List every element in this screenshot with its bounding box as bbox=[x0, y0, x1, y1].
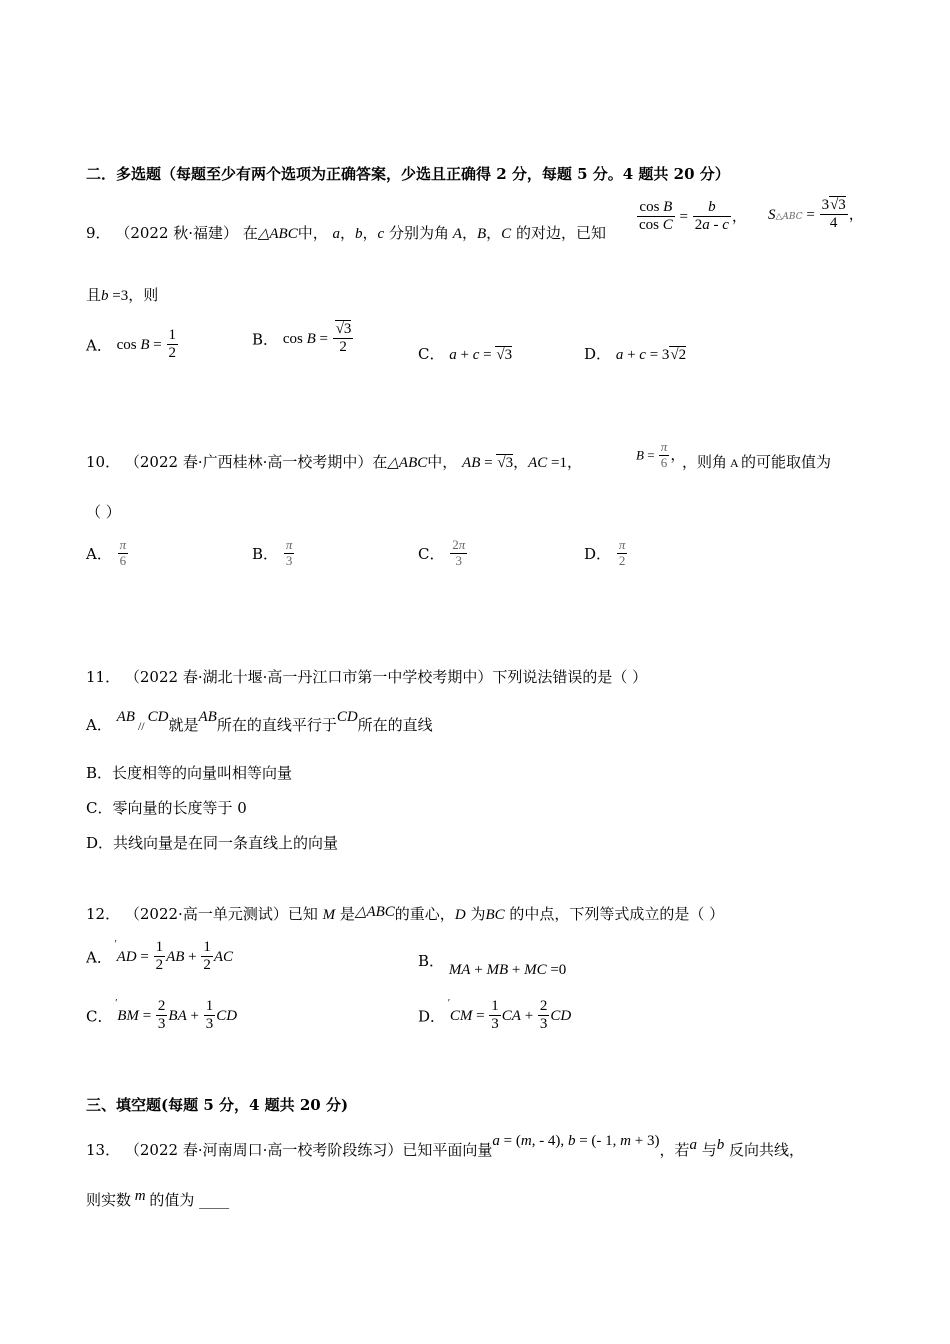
question-11: 11． （2022 春·湖北十堰·高一丹江口市第一中学校考期中）下列说法错误的是（ ） bbox=[86, 668, 648, 686]
question-number: 9． bbox=[86, 224, 111, 242]
q9-option-b[interactable]: B． cos B = $\frac{√3}{2}$ bbox=[252, 321, 352, 356]
q11-option-c[interactable]: C．零向量的长度等于 0 bbox=[86, 799, 247, 817]
question-10: 10． （2022 春·广西桂林·高一校考期中）在△ABC中， AB = √3，AC =1， bbox=[86, 453, 582, 471]
q9-option-d[interactable]: D． a + c = 3√2 bbox=[584, 345, 687, 363]
q9-option-c[interactable]: C． a + c = √3 bbox=[418, 345, 513, 363]
q10-option-c[interactable]: C． $\frac{2\pi}{3}$ bbox=[418, 537, 466, 568]
question-12: 12． （2022·高一单元测试）已知 M 是△ABC的重心，D 为BC 的中点，下列等式成立的是（ ） bbox=[86, 904, 725, 923]
answer-blank[interactable]: ____ bbox=[199, 1191, 230, 1209]
section-2-title: 二．多选题（每题至少有两个选项为正确答案，少选且正确得 2 分，每题 5 分。4 题共 20 分） bbox=[86, 165, 730, 183]
q12-option-a[interactable]: A． ′ AD = $\frac{1}{2}$ AB + $\frac{1}{2}$ AC bbox=[86, 939, 233, 975]
question-13: 13． （2022 春·河南周口·高一校考阶段练习）已知平面向量a = (m, - 4), b = (- 1, m + 3)，若a 与b 反向共线， bbox=[86, 1133, 805, 1159]
question-9: 9． （2022 秋·福建） 在△ABC中， a，b，c 分别为角 A，B，C 的对边，已知 bbox=[86, 224, 606, 242]
question-10-tail: ，则角 A 的可能取值为 bbox=[682, 453, 832, 471]
triangle-abc: △ABC bbox=[257, 226, 298, 242]
q12-option-c[interactable]: C． ′ BM = $\frac{2}{3}$ BA + $\frac{1}{3}$ CD bbox=[86, 998, 237, 1034]
q12-option-d[interactable]: D． ′ CM = $\frac{1}{3}$ CA + $\frac{2}{3}$ CD bbox=[418, 998, 571, 1034]
question-10-paren: （ ） bbox=[86, 503, 121, 521]
q12-option-b[interactable]: B． MA + MB + MC =0 bbox=[418, 952, 567, 978]
formula-angle-b: B = $\frac{\pi}{6}$ ， bbox=[636, 439, 686, 470]
q10-option-b[interactable]: B． $\frac{\pi}{3}$ bbox=[252, 537, 293, 568]
formula-area: S△ABC = $\frac{3√3}{4}$ ， bbox=[768, 197, 864, 232]
question-13-line2: 则实数 m 的值为 ____ bbox=[86, 1188, 230, 1209]
q11-option-d[interactable]: D．共线向量是在同一条直线上的向量 bbox=[86, 834, 339, 852]
q9-option-a[interactable]: A． cos B = $\frac{1}{2}$ bbox=[86, 327, 177, 362]
q10-option-a[interactable]: A． $\frac{\pi}{6}$ bbox=[86, 537, 127, 568]
formula-cos-ratio: $\frac{\text{cos B}}{\text{cos C}}$ = $\frac{b}{2a - c}$ ， bbox=[639, 199, 747, 234]
q11-option-a[interactable]: A． AB // CD就是AB所在的直线平行于CD所在的直线 bbox=[86, 709, 433, 734]
q11-option-b[interactable]: B．长度相等的向量叫相等向量 bbox=[86, 764, 293, 782]
question-9-cont: 且b =3，则 bbox=[86, 286, 159, 304]
q10-option-d[interactable]: D． $\frac{\pi}{2}$ bbox=[584, 537, 626, 568]
question-source: （2022 秋·福建） bbox=[115, 224, 239, 242]
section-3-title: 三、填空题(每题 5 分，4 题共 20 分) bbox=[86, 1096, 349, 1114]
